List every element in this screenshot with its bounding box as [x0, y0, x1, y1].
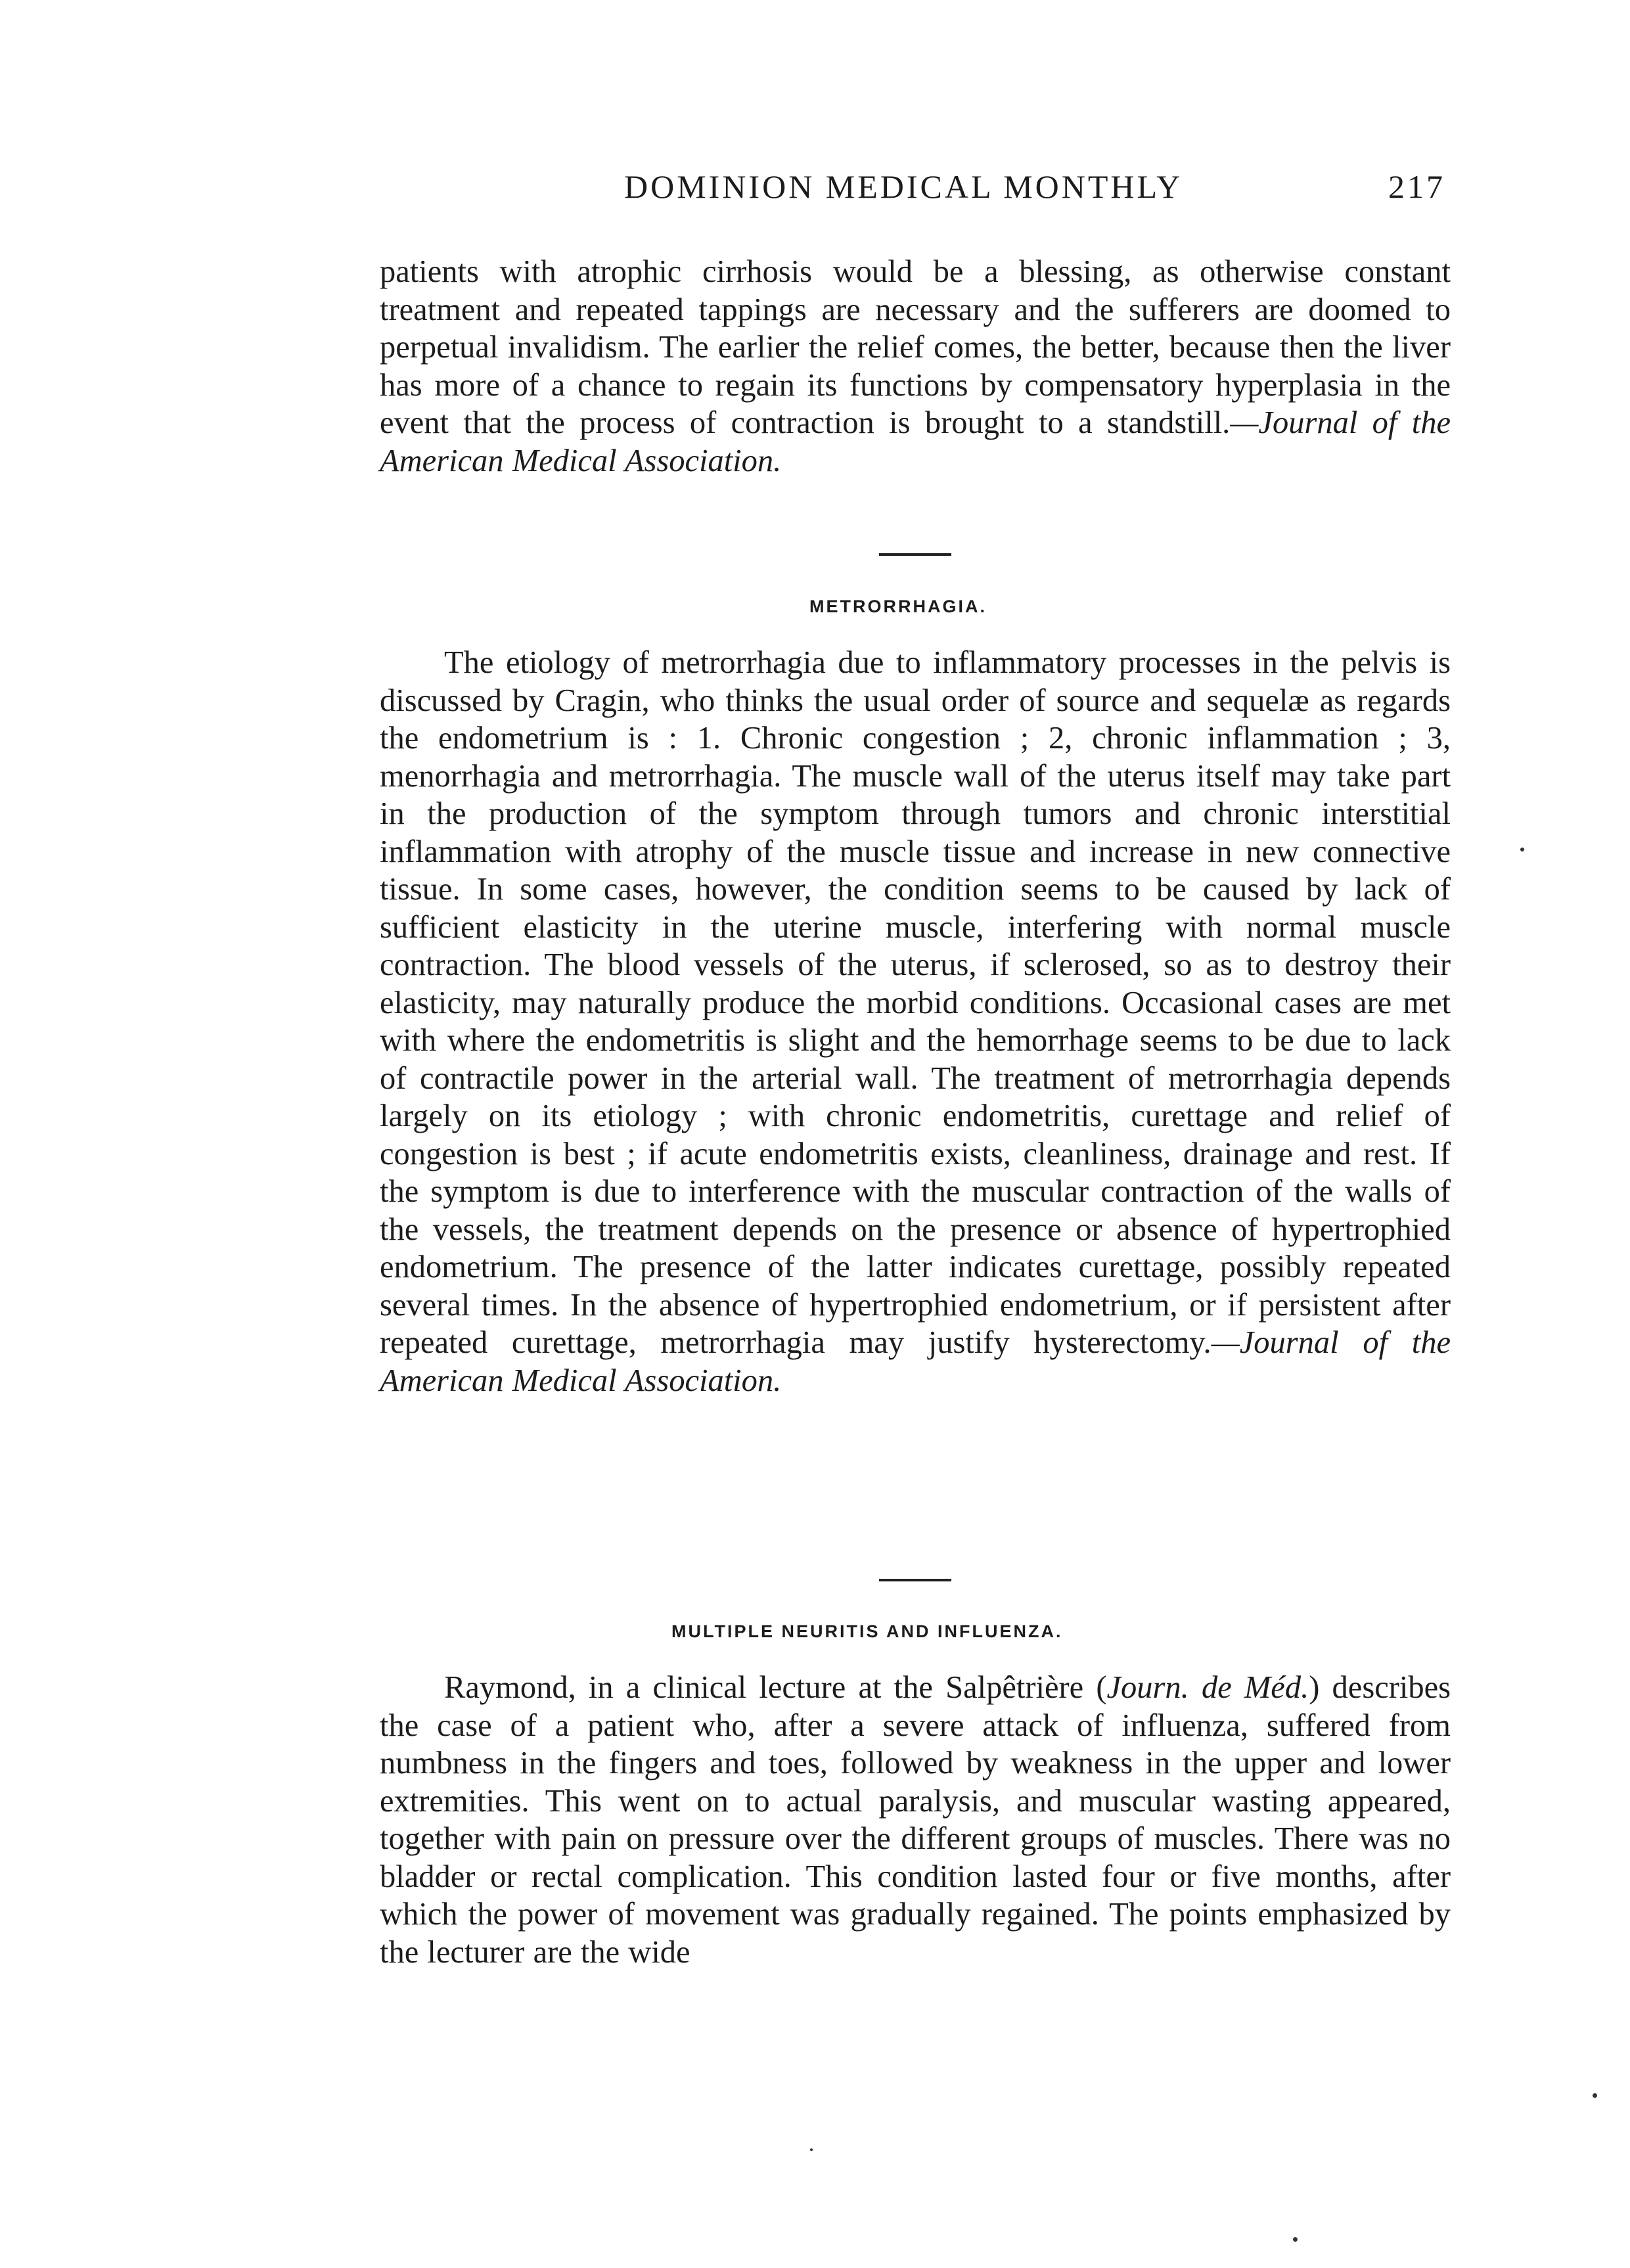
print-speck	[1293, 2237, 1298, 2242]
print-speck	[1593, 2093, 1597, 2098]
neuritis-section	[380, 1669, 1451, 1971]
section-heading-metrorrhagia: METRORRHAGIA.	[809, 597, 987, 616]
print-speck	[810, 2148, 813, 2151]
running-head	[368, 168, 1485, 214]
continuation-text: patients with atrophic cirrhosis would be a blessing, as otherwise constant treatment and repeated tappings are necessary and the sufferers are doomed to perpetual invalidism. The earlier the relief comes, the better, because then the liver has more of a chance to regain its functions by compensatory hyperplasia in the event that the process of contraction is brought to a standstill.	[380, 254, 1451, 440]
continuation-block	[380, 253, 1451, 480]
section-heading-neuritis: MULTIPLE NEURITIS AND INFLUENZA.	[671, 1622, 1063, 1641]
continuation-paragraph	[380, 253, 1451, 480]
neuritis-body-start: Raymond, in a clinical lecture at the Salpêtrière (	[444, 1670, 1107, 1705]
section-divider	[879, 1579, 951, 1581]
print-speck	[1520, 848, 1524, 851]
section-divider	[879, 553, 951, 556]
neuritis-paragraph	[380, 1669, 1451, 1971]
running-title: DOMINION MEDICAL MONTHLY	[624, 168, 1183, 205]
page-number: 217	[1388, 168, 1445, 205]
metrorrhagia-body: The etiology of metrorrhagia due to inflammatory processes in the pelvis is discussed by Cragin, who thinks the usual order of source and sequelæ as regards the endometrium is : 1. Chronic congestion ; 2, chronic inflammation ; 3, menorrhagia and metrorrhagia. The muscle wall of the uterus itself may take part in the production of the symptom through tumors and chronic interstitial inflammation with atrophy of the muscle tissue and increase in new connective tissue. In some cases, however, the condition seems to be caused by lack of sufficient elasticity in the uterine muscle, interfering with normal muscle contraction. The blood vessels of the uterus, if sclerosed, so as to destroy their elasticity, may naturally produce the morbid conditions. Occasional cases are met with where the endometritis is slight and the hemorrhage seems to be due to lack of contractile power in the arterial wall. The treatment of metrorrhagia depends largely on its etiology ; with chronic endometritis, curettage and relief of congestion is best ; if acute endometritis exists, cleanliness, drainage and rest. If the symptom is due to interference with the muscular contraction of the walls of the vessels, the treatment depends on the presence or absence of hypertrophied endometrium. The presence of the latter indicates curettage, possibly repeated several times. In the absence of hypertrophied endometrium, or if persistent after repeated curettage, metrorrhagia may justify hysterectomy.	[380, 645, 1451, 1360]
metrorrhagia-source: —Journal of the American Medical Association.	[380, 1325, 1451, 1398]
neuritis-body-rest: ) describes the case of a patient who, after a severe attack of influenza, suffered from numbness in the fingers and toes, followed by weakness in the upper and lower extremities. This went on to actual paralysis, and muscular wasting appeared, together with pain on pressure over the different groups of muscles. There was no bladder or rectal complication. This condition lasted four or five months, after which the power of movement was gradually regained. The points emphasized by the lecturer are the wide	[380, 1670, 1451, 1970]
metrorrhagia-paragraph	[380, 644, 1451, 1399]
neuritis-citation: Journ. de Méd.	[1106, 1670, 1309, 1705]
continuation-source: —Journal of the American Medical Association.	[380, 405, 1451, 478]
metrorrhagia-section	[380, 644, 1451, 1399]
